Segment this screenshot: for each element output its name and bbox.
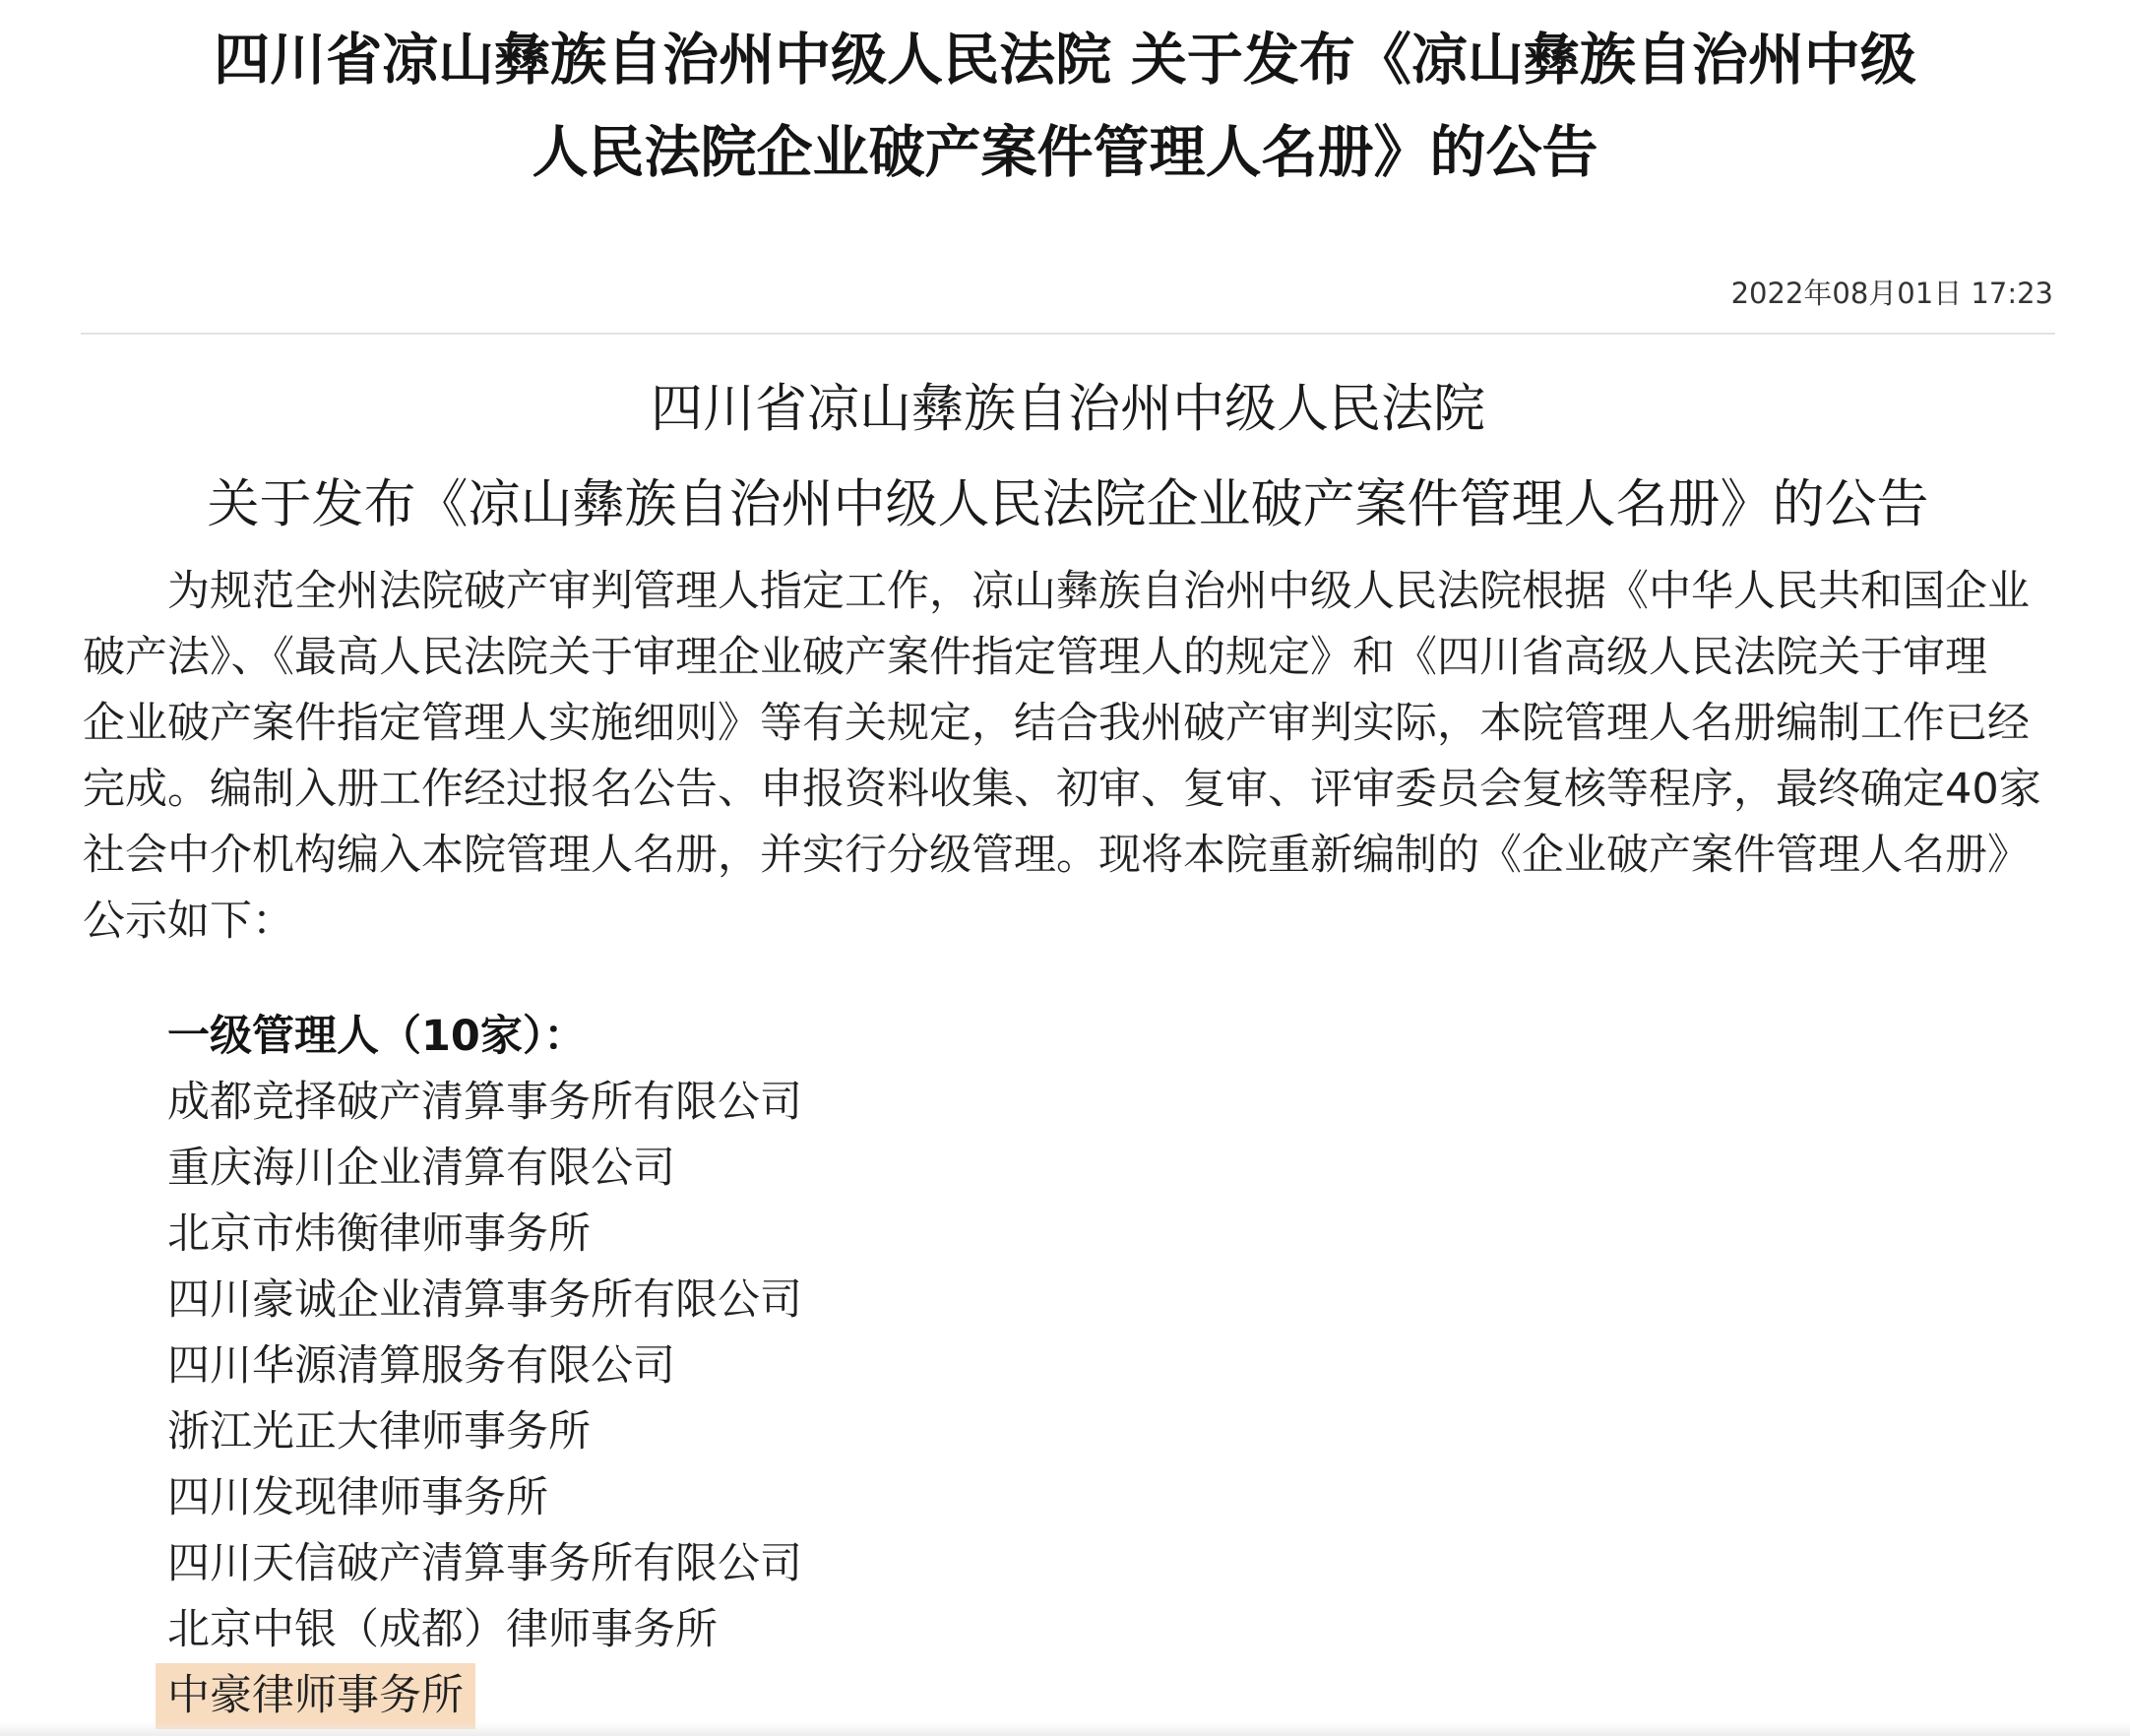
list-item: 成都竞择破产清算事务所有限公司 (167, 1078, 802, 1127)
list-item: 北京中银（成都）律师事务所 (167, 1605, 718, 1654)
intro-line: 企业破产案件指定管理人实施细则》等有关规定，结合我州破产审判实际，本院管理人名册编制工作已经 (83, 699, 2030, 748)
intro-line: 公示如下： (83, 897, 294, 946)
tier-one-firm-list (167, 1070, 802, 1729)
headline-line-2: 人民法院企业破产案件管理人名册》的公告 (532, 120, 1598, 185)
page-headline (79, 14, 2051, 199)
list-item: 北京市炜衡律师事务所 (167, 1209, 591, 1259)
list-item: 四川华源清算服务有限公司 (167, 1341, 675, 1391)
list-item: 四川天信破产清算事务所有限公司 (167, 1539, 802, 1588)
list-item: 浙江光正大律师事务所 (167, 1407, 591, 1457)
intro-line: 社会中介机构编入本院管理人名册，并实行分级管理。现将本院重新编制的《企业破产案件管理人名册》 (83, 831, 2030, 880)
list-item: 重庆海川企业清算有限公司 (167, 1144, 675, 1193)
intro-paragraph (83, 559, 2051, 955)
tier-one-heading: 一级管理人（10家）： (167, 1012, 587, 1061)
body-title-line-2: 关于发布《凉山彝族自治州中级人民法院企业破产案件管理人名册》的公告 (207, 474, 1929, 534)
headline-line-1: 四川省凉山彝族自治州中级人民法院 关于发布《凉山彝族自治州中级 (214, 28, 1916, 93)
publish-timestamp: 2022年08月01日 17:23 (1730, 277, 2053, 310)
body-title-line-1: 四川省凉山彝族自治州中级人民法院 (651, 379, 1485, 439)
intro-line: 完成。编制入册工作经过报名公告、申报资料收集、初审、复审、评审委员会复核等程序，最终确定40家 (83, 765, 2041, 814)
highlighted-list-item: 中豪律师事务所 (156, 1663, 475, 1729)
list-item: 四川豪诚企业清算事务所有限公司 (167, 1275, 802, 1325)
list-item: 四川发现律师事务所 (167, 1473, 548, 1522)
intro-line: 为规范全州法院破产审判管理人指定工作，凉山彝族自治州中级人民法院根据《中华人民共和国企业 (167, 567, 2030, 616)
bottom-edge-shadow (0, 1722, 2130, 1736)
header-divider (81, 333, 2055, 335)
intro-line: 破产法》、《最高人民法院关于审理企业破产案件指定管理人的规定》和《四川省高级人民法院关于审理 (83, 633, 1987, 682)
